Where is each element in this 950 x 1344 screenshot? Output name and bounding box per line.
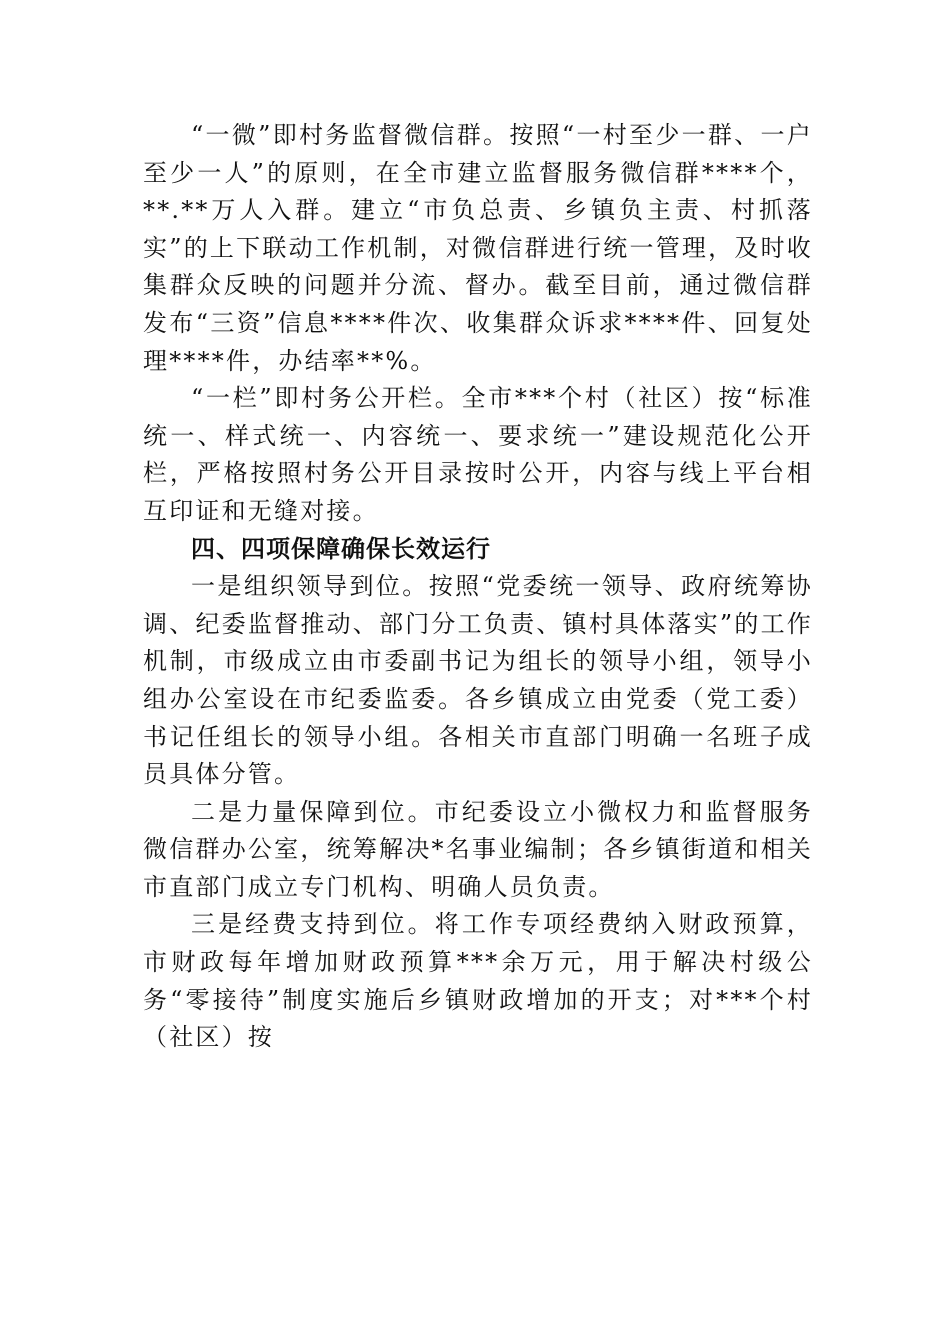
paragraph-notice-board: “一栏”即村务公开栏。全市***个村（社区）按“标准统一、样式统一、内容统一、要求统一”建设规范化公开栏，严格按照村务公开目录按时公开，内容与线上平台相互印证和无缝对接。	[143, 384, 813, 525]
paragraph-staffing: 二是力量保障到位。市纪委设立小微权力和监督服务微信群办公室，统筹解决*名事业编制；各乡镇街道和相关市直部门成立专门机构、明确人员负责。	[143, 797, 813, 901]
paragraph-wechat-group: “一微”即村务监督微信群。按照“一村至少一群、一户至少一人”的原则，在全市建立监督服务微信群****个，**.**万人入群。建立“市负总责、乡镇负主责、村抓落实”的上下联动工作机制，对微信群进行统一管理，及时收集群众反映的问题并分流、督办。截至目前，通过微信群发布“三资”信息****件次、收集群众诉求****件、回复处理****件，办结率**%。	[143, 121, 813, 375]
paragraph-leadership: 一是组织领导到位。按照“党委统一领导、政府统筹协调、纪委监督推动、部门分工负责、镇村具体落实”的工作机制，市级成立由市委副书记为组长的领导小组，领导小组办公室设在市纪委监委。各乡镇成立由党委（党工委）书记任组长的领导小组。各相关市直部门明确一名班子成员具体分管。	[143, 572, 813, 789]
section-heading: 四、四项保障确保长效运行	[191, 534, 491, 563]
paragraph-funding: 三是经费支持到位。将工作专项经费纳入财政预算，市财政每年增加财政预算***余万元，用于解决村级公务“零接待”制度实施后乡镇财政增加的开支；对***个村（社区）按	[143, 910, 813, 1052]
document-body	[143, 117, 813, 1057]
